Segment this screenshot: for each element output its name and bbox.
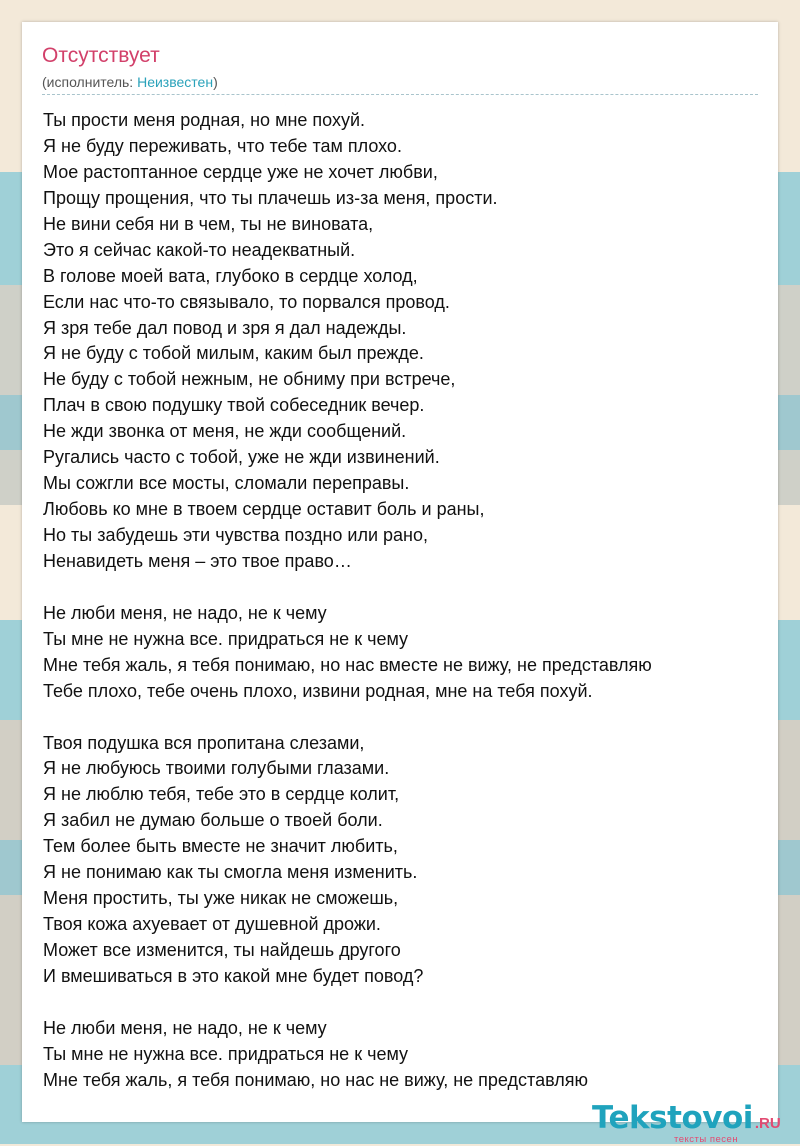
tekstovoi-logo xyxy=(592,1101,797,1146)
lyric-line: Твоя подушка вся пропитана слезами, xyxy=(43,732,365,753)
lyric-line: И вмешиваться в это какой мне будет повод? xyxy=(43,965,424,986)
lyric-line: Ненавидеть меня – это твое право… xyxy=(43,550,352,571)
lyric-line: Плач в свою подушку твой собеседник вечер. xyxy=(43,395,425,416)
artist-line xyxy=(42,73,758,91)
lyrics-verse xyxy=(43,108,773,575)
lyric-line: Мы сожгли все мосты, сломали переправы. xyxy=(43,473,410,494)
lyric-line: Мое растоптанное сердце уже не хочет любви, xyxy=(43,161,438,182)
lyric-line: Не вини себя ни в чем, ты не виновата, xyxy=(43,213,374,234)
lyric-line: Мне тебя жаль, я тебя понимаю, но нас не вижу, не представляю xyxy=(43,1069,588,1090)
lyric-line: Я не буду с тобой милым, каким был прежде. xyxy=(43,343,424,364)
lyric-line: Ругались часто с тобой, уже не жди извинений. xyxy=(43,447,440,468)
lyric-line: Твоя кожа ахуевает от душевной дрожи. xyxy=(43,914,381,935)
lyrics-verse xyxy=(43,731,773,990)
lyric-line: Я не люблю тебя, тебе это в сердце колит, xyxy=(43,784,400,805)
lyric-line: Я не буду переживать, что тебе там плохо. xyxy=(43,135,402,156)
lyric-line: Не люби меня, не надо, не к чему xyxy=(43,602,327,623)
artist-link[interactable]: Неизвестен xyxy=(137,74,214,90)
lyric-line: Тебе плохо, тебе очень плохо, извини родная, мне на тебя похуй. xyxy=(43,680,593,701)
lyric-line: В голове моей вата, глубоко в сердце холод, xyxy=(43,265,418,286)
lyrics-body xyxy=(43,108,773,1120)
lyric-line: Прощу прощения, что ты плачешь из-за меня, прости. xyxy=(43,187,498,208)
logo-name: Tekstovoi xyxy=(592,1100,753,1136)
lyric-line: Мне тебя жаль, я тебя понимаю, но нас вместе не вижу, не представляю xyxy=(43,654,652,675)
lyric-line: Может все изменится, ты найдешь другого xyxy=(43,940,401,960)
lyric-line: Не люби меня, не надо, не к чему xyxy=(43,1017,327,1038)
lyric-line: Я забил не думаю больше о твоей боли. xyxy=(43,810,383,831)
lyrics-sheet xyxy=(22,22,781,1145)
logo-domain: .RU xyxy=(754,1115,781,1132)
artist-prefix: (исполнитель: xyxy=(42,74,138,90)
lyric-line: Я зря тебе дал повод и зря я дал надежды. xyxy=(43,317,407,338)
lyrics-verse xyxy=(43,601,773,705)
lyric-line: Тем более быть вместе не значит любить, xyxy=(43,836,398,857)
lyric-line: Не буду с тобой нежным, не обниму при встрече, xyxy=(43,369,456,390)
lyric-line: Ты мне не нужна все. придраться не к чему xyxy=(43,1043,409,1064)
lyric-line: Меня простить, ты уже никак не сможешь, xyxy=(43,888,399,909)
lyrics-verse xyxy=(43,1016,773,1094)
artist-suffix: ) xyxy=(213,74,218,90)
lyric-line: Ты мне не нужна все. придраться не к чему xyxy=(43,628,409,649)
song-header xyxy=(42,44,758,95)
lyric-line: Если нас что-то связывало, то порвался провод. xyxy=(43,291,450,312)
lyric-line: Любовь ко мне в твоем сердце оставит боль и раны, xyxy=(43,499,485,520)
lyric-line: Но ты забудешь эти чувства поздно или рано, xyxy=(43,525,429,545)
lyric-line: Я не понимаю как ты смогла меня изменить. xyxy=(43,862,418,883)
lyric-line: Ты прости меня родная, но мне похуй. xyxy=(43,110,366,130)
lyric-line: Это я сейчас какой-то неадекватный. xyxy=(43,239,356,260)
song-title: Отсутствует xyxy=(42,44,160,67)
logo-tagline: тексты песен xyxy=(674,1134,739,1145)
lyric-line: Я не любуюсь твоими голубыми глазами. xyxy=(43,758,390,779)
lyric-line: Не жди звонка от меня, не жди сообщений. xyxy=(43,421,407,442)
